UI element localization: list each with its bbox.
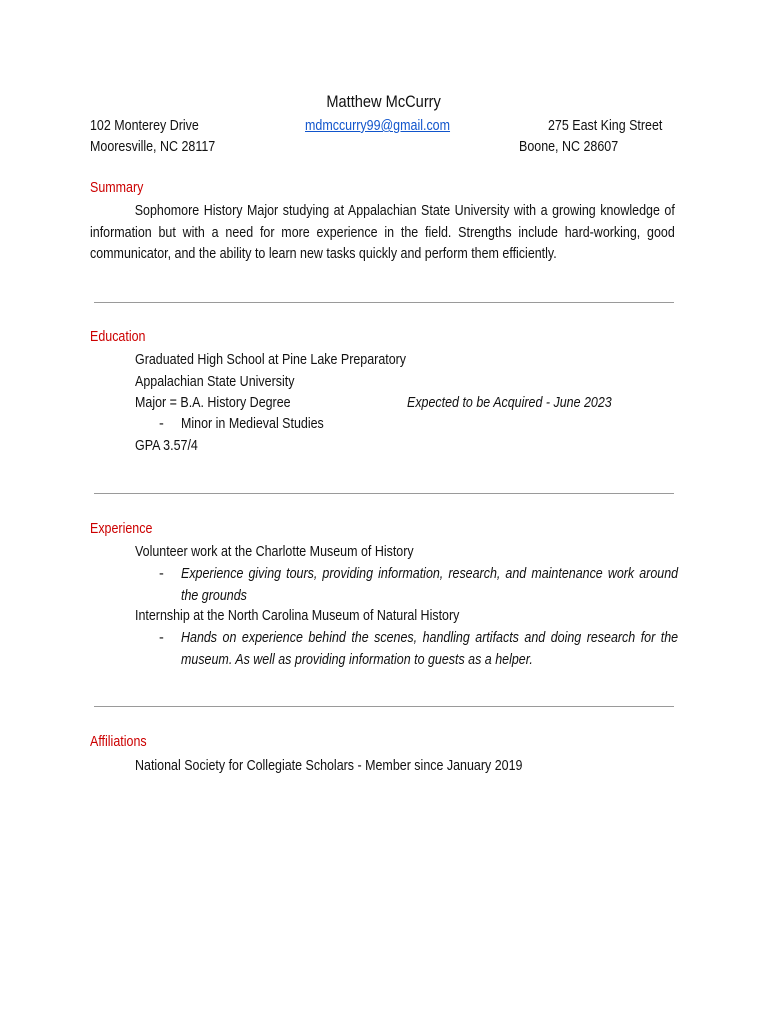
education-highschool: Graduated High School at Pine Lake Preparatory bbox=[135, 352, 407, 368]
section-divider bbox=[94, 302, 674, 303]
affiliations-heading: Affiliations bbox=[90, 734, 147, 750]
education-university: Appalachian State University bbox=[135, 374, 295, 390]
email-link[interactable]: mdmccurry99@gmail.com bbox=[305, 118, 451, 134]
education-gpa: GPA 3.57/4 bbox=[135, 438, 198, 454]
section-divider bbox=[94, 493, 674, 494]
experience-job1-title: Volunteer work at the Charlotte Museum of History bbox=[135, 544, 414, 560]
education-heading: Education bbox=[90, 329, 146, 345]
education-expected-date: Expected to be Acquired - June 2023 bbox=[407, 395, 612, 411]
minor-bullet-dash: - bbox=[159, 416, 164, 432]
section-divider bbox=[94, 706, 674, 707]
address-left-line1: 102 Monterey Drive bbox=[90, 118, 199, 134]
job1-bullet-dash: - bbox=[159, 566, 164, 582]
affiliation-item: National Society for Collegiate Scholars - Member since January 2019 bbox=[135, 758, 523, 774]
experience-job1-detail: Experience giving tours, providing information, research, and maintenance work around the grounds bbox=[181, 566, 679, 604]
candidate-name: Matthew McCurry bbox=[326, 92, 442, 111]
address-right-line1: 275 East King Street bbox=[548, 118, 663, 134]
experience-job2-detail: Hands on experience behind the scenes, handling artifacts and doing research for the museum. As well as providing information to guests as a helper. bbox=[181, 630, 679, 668]
summary-text: Sophomore History Major studying at Appalachian State University with a growing knowledge of information but with a need for more experience in the field. Strengths include hard-working, good communicator, and the ability to learn new tasks quickly and perform them efficiently. bbox=[90, 203, 675, 262]
address-right-line2: Boone, NC 28607 bbox=[519, 139, 619, 155]
address-left-line2: Mooresville, NC 28117 bbox=[90, 139, 216, 155]
job2-bullet-dash: - bbox=[159, 630, 164, 646]
experience-job2-title: Internship at the North Carolina Museum of Natural History bbox=[135, 608, 460, 624]
experience-heading: Experience bbox=[90, 521, 153, 537]
education-major: Major = B.A. History Degree bbox=[135, 395, 291, 411]
summary-heading: Summary bbox=[90, 180, 144, 196]
education-minor: Minor in Medieval Studies bbox=[181, 416, 324, 432]
